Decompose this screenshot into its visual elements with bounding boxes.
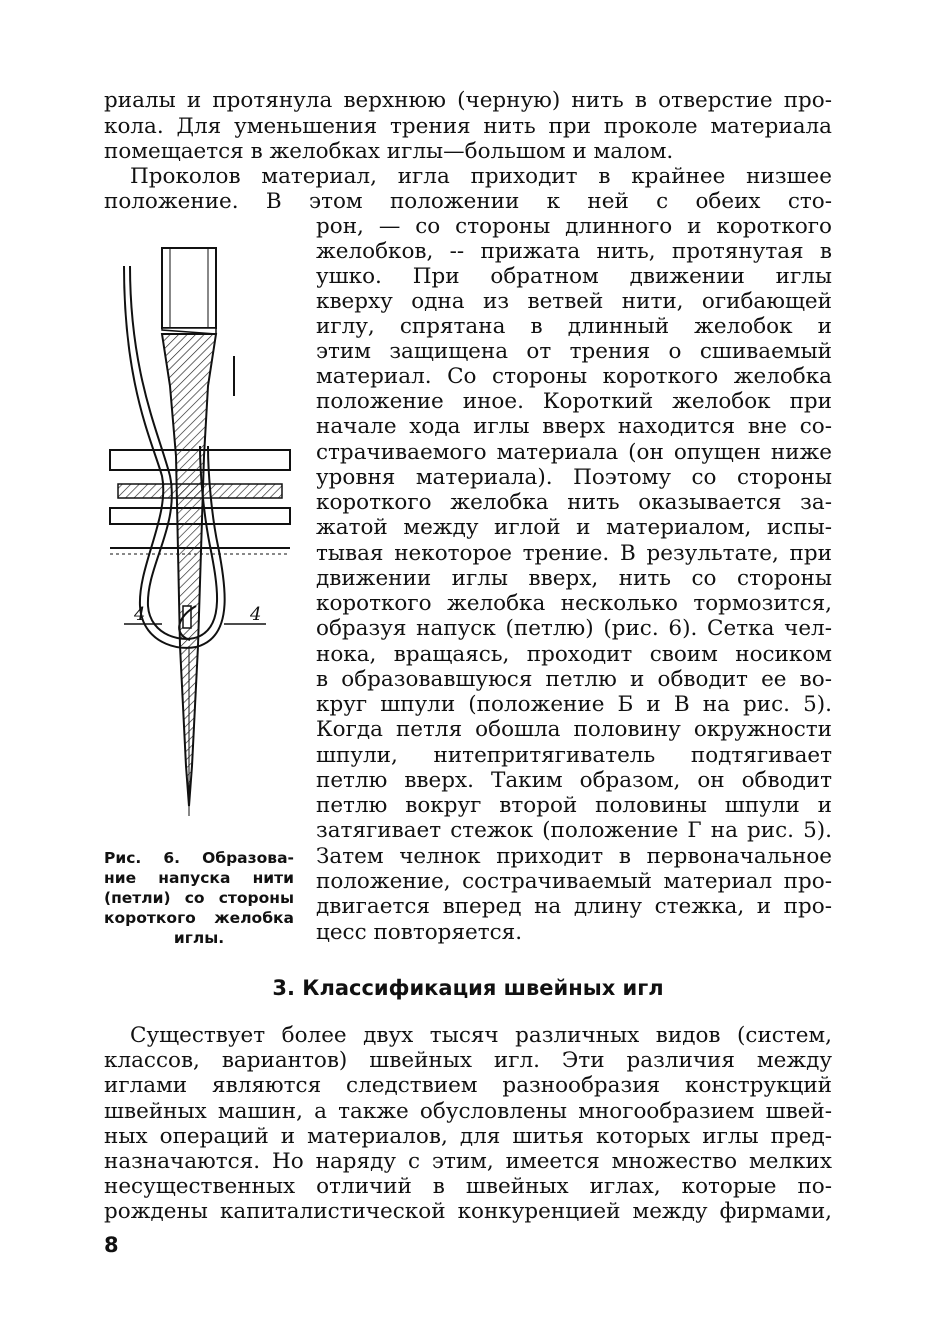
text-line: несущественных отличий в швейных иглах, которые по- <box>104 1174 832 1199</box>
text-line: Существует более двух тысяч различных видов (систем, <box>130 1023 832 1048</box>
text-line: иглу, спрятана в длинный желобок и <box>316 314 832 339</box>
text-line: круг шпули (положение Б и В на рис. 5). <box>316 692 832 717</box>
text-line: шпули, нитепритягиватель подтягивает <box>316 743 832 768</box>
text-line: иглами являются следствием разнообразия конструкций <box>104 1073 832 1098</box>
text-line: страчиваемого материала (он опущен ниже <box>316 440 832 465</box>
text-line: двигается вперед на длину стежка, и про- <box>316 894 832 919</box>
text-line: классов, вариантов) швейных игл. Эти различия между <box>104 1048 832 1073</box>
text-line: ных операций и материалов, для шитья которых иглы пред- <box>104 1124 832 1149</box>
caption-line: иглы. <box>173 929 225 947</box>
page-number: 8 <box>104 1233 119 1257</box>
text-line: положение. В этом положении к ней с обеих сто- <box>104 189 832 214</box>
text-line: петлю вокруг второй половины шпули и <box>316 793 832 818</box>
text-line: короткого желобка несколько тормозится, <box>316 591 832 616</box>
needle-illustration <box>100 226 300 826</box>
text-line: короткого желобка нить оказывается за- <box>316 490 832 515</box>
needle-figure <box>100 226 300 826</box>
text-line: швейных машин, а также обусловлены многообразием швей- <box>104 1099 832 1124</box>
text-line: риалы и протянула верхнюю (черную) нить в отверстие про- <box>104 88 832 113</box>
text-line: образуя напуск (петлю) (рис. 6). Сетка чел- <box>316 616 832 641</box>
text-line: кола. Для уменьшения трения нить при проколе материала <box>104 114 832 139</box>
text-line: жатой между иглой и материалом, испы- <box>316 515 832 540</box>
caption-line: ние напуска нити <box>104 869 294 887</box>
text-line: движении иглы вверх, нить со стороны <box>316 566 832 591</box>
caption-line: короткого желобка <box>104 909 294 927</box>
caption-line: Рис. 6. Образова- <box>104 849 294 867</box>
text-line: кверху одна из ветвей нити, огибающей <box>316 289 832 314</box>
text-line: нока, вращаясь, проходит своим носиком <box>316 642 832 667</box>
text-line: Проколов материал, игла приходит в крайнее низшее <box>130 164 832 189</box>
text-line: цесс повторяется. <box>316 920 523 945</box>
caption-line: (петли) со стороны <box>104 889 294 907</box>
text-line: рон, — со стороны длинного и короткого <box>316 214 832 239</box>
text-line: назначаются. Но наряду с этим, имеется множество мелких <box>104 1149 832 1174</box>
text-line: уровня материала). Поэтому со стороны <box>316 465 832 490</box>
text-line: желобков, -- прижата нить, протянутая в <box>316 239 832 264</box>
text-line: петлю вверх. Таким образом, он обводит <box>316 768 832 793</box>
text-line: тывая некоторое трение. В результате, при <box>316 541 832 566</box>
text-line: ушко. При обратном движении иглы <box>316 264 832 289</box>
text-line: затягивает стежок (положение Г на рис. 5). <box>316 818 832 843</box>
section-label-right: 4 <box>250 604 262 625</box>
text-line: этим защищена от трения о сшиваемый <box>316 339 832 364</box>
text-line: в образовавшуюся петлю и обводит ее во- <box>316 667 832 692</box>
text-line: положение иное. Короткий желобок при <box>316 389 832 414</box>
text-line: материал. Со стороны короткого желобка <box>316 364 832 389</box>
text-line: Затем челнок приходит в первоначальное <box>316 844 832 869</box>
text-line: Когда петля обошла половину окружности <box>316 717 832 742</box>
text-line: начале хода иглы вверх находится вне со- <box>316 414 832 439</box>
text-line: помещается в желобках иглы—большом и малом. <box>104 139 674 164</box>
section-heading: 3. Классификация швейных игл <box>272 976 664 1000</box>
figure-caption <box>104 848 294 948</box>
text-line: положение, сострачиваемый материал про- <box>316 869 832 894</box>
section-label-left: 4 <box>134 604 146 625</box>
text-line: рождены капиталистической конкуренцией между фирмами, <box>104 1199 832 1224</box>
